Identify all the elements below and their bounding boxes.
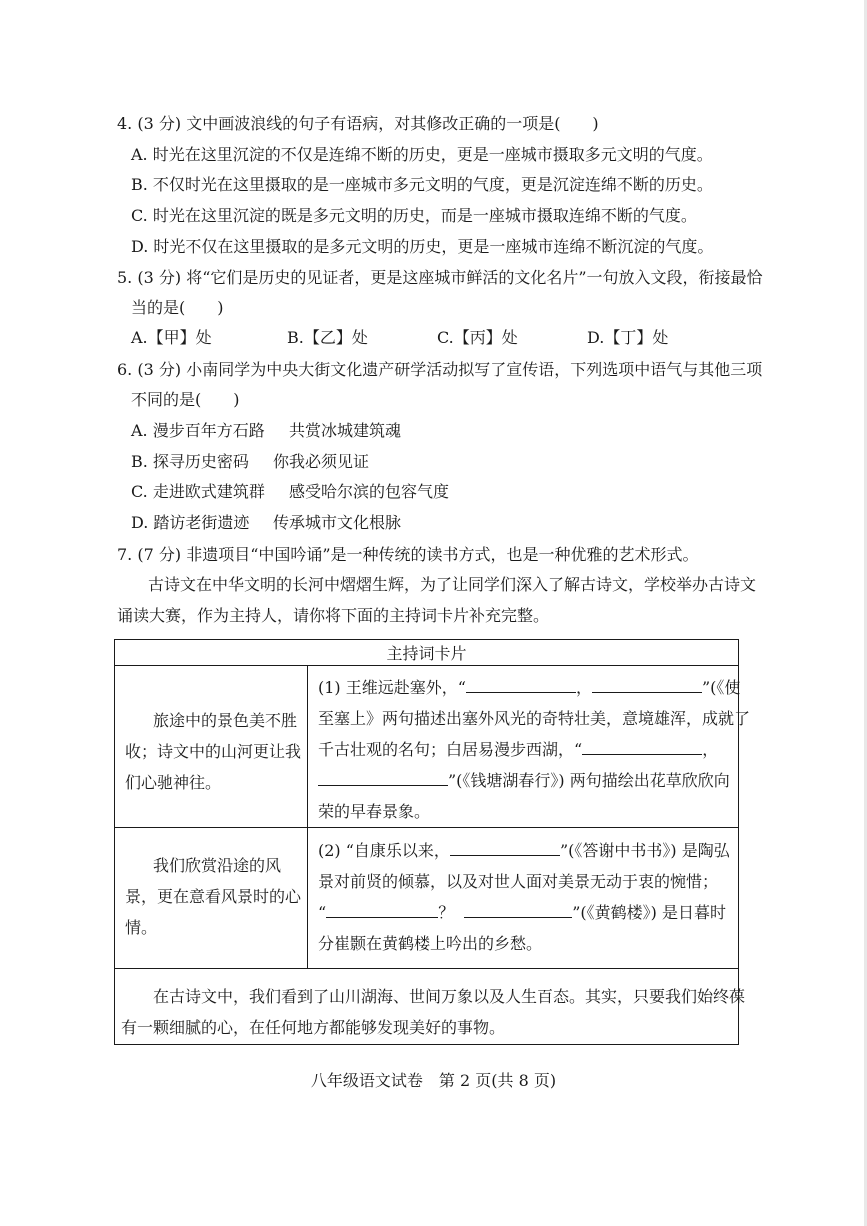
q6-stem-line1: 6. (3 分) 小南同学为中央大街文化遗产研学活动拟写了宣传语，下列选项中语气与其他三项 — [117, 360, 763, 379]
q6-option-a-tail: 共赏冰城建筑魂 — [289, 421, 402, 440]
row1-right-fragment: (1) 王维远赴塞外，“ — [318, 678, 466, 697]
row2-right-fragment: ”(《答谢中书书》) 是陶弘 — [559, 841, 730, 860]
row2-right-fragment: ？ — [438, 903, 455, 922]
q7-intro-line1: 古诗文在中华文明的长河中熠熠生辉，为了让同学们深入了解古诗文，学校举办古诗文 — [148, 575, 757, 594]
q6-stem-line2: 不同的是( ) — [131, 390, 240, 409]
page-footer: 八年级语文试卷 第 2 页(共 8 页) — [310, 1071, 557, 1090]
q6-option-d — [131, 513, 249, 533]
q6-option-c — [131, 482, 265, 502]
answer-blank[interactable] — [318, 771, 448, 786]
q6-option-d-label: D. 踏访老街遗迹 — [131, 513, 250, 532]
row2-right-fragment: ”(《黄鹤楼》) 是日暮时 — [572, 903, 726, 922]
answer-blank[interactable] — [466, 678, 576, 693]
row1-right-line5: 荣的早春景象。 — [318, 802, 431, 821]
row1-right-fragment: ， — [575, 678, 592, 697]
answer-blank[interactable] — [592, 678, 702, 693]
row1-right-text — [318, 672, 751, 827]
q6-option-b-tail: 你我必须见证 — [273, 452, 370, 471]
q6-option-a — [131, 421, 265, 441]
q6-option-b-label: B. 探寻历史密码 — [131, 452, 249, 471]
card-divider — [115, 827, 738, 828]
row1-right-line3 — [318, 734, 736, 765]
row1-right-fragment: ， — [702, 740, 719, 759]
card-title: 主持词卡片 — [386, 644, 467, 663]
q7-intro-line2: 诵读大赛，作为主持人，请你将下面的主持词卡片补充完整。 — [117, 606, 550, 625]
q5-option-c: C.【丙】处 — [437, 328, 518, 347]
row2-right-line2: 景对前贤的倾慕，以及对世人面对美景无动于衷的惋惜； — [318, 872, 719, 891]
card-divider — [115, 665, 738, 666]
q6-option-b — [131, 452, 249, 472]
q6-option-d-tail: 传承城市文化根脉 — [273, 513, 402, 532]
q5-stem-line1: 5. (3 分) 将“它们是历史的见证者，更是这座城市鲜活的文化名片”一句放入文段，衔接最恰 — [117, 268, 763, 287]
row1-right-fragment: 千古壮观的名句；白居易漫步西湖，“ — [318, 740, 583, 759]
row2-right-fragment: “ — [318, 903, 327, 922]
q4-option-c: C. 时光在这里沉淀的既是多元文明的历史，而是一座城市摄取连绵不断的气度。 — [131, 206, 697, 225]
card-divider — [115, 968, 738, 969]
q6-option-c-tail: 感受哈尔滨的包容气度 — [289, 482, 450, 501]
row2-left-line: 我们欣赏沿途的风 — [153, 856, 282, 875]
row2-right-text — [318, 835, 736, 959]
row2-right-line1 — [318, 835, 736, 866]
row1-right-line4 — [318, 765, 736, 796]
row1-right-fragment: ”(《使 — [701, 678, 741, 697]
q5-option-a: A.【甲】处 — [131, 328, 212, 347]
q4-option-b: B. 不仅时光在这里摄取的是一座城市多元文明的气度，更是沉淀连绵不断的历史。 — [131, 175, 713, 194]
row1-left-text — [125, 705, 301, 798]
q4-stem: 4. (3 分) 文中画波浪线的句子有语病，对其修改正确的一项是( ) — [117, 114, 599, 133]
card-closing-line2: 有一颗细腻的心，在任何地方都能够发现美好的事物。 — [121, 1018, 506, 1037]
row1-right-line1 — [318, 672, 741, 703]
answer-blank[interactable] — [582, 740, 702, 755]
card-closing-line1: 在古诗文中，我们看到了山川湖海、世间万象以及人生百态。其实，只要我们始终葆 — [153, 987, 746, 1006]
answer-blank[interactable] — [464, 903, 572, 918]
q4-option-a: A. 时光在这里沉淀的不仅是连绵不断的历史，更是一座城市摄取多元文明的气度。 — [131, 145, 713, 164]
q5-option-b: B.【乙】处 — [287, 328, 368, 347]
row1-left-line: 旅途中的景色美不胜 — [153, 711, 298, 730]
row2-left-text — [125, 850, 301, 943]
row2-left-line: 情。 — [125, 918, 158, 937]
q6-option-c-label: C. 走进欧式建筑群 — [131, 482, 265, 501]
row2-right-fragment: (2) “自康乐以来， — [318, 841, 450, 860]
q5-stem-line2: 当的是( ) — [131, 298, 224, 317]
host-script-card — [114, 639, 751, 1045]
row1-right-fragment: ”(《钱塘湖春行》) 两句描绘出花草欣欣向 — [448, 771, 730, 790]
answer-blank[interactable] — [326, 903, 438, 918]
q6-option-a-label: A. 漫步百年方石路 — [131, 421, 265, 440]
card-closing-text — [121, 981, 746, 1043]
row2-left-line: 景，更在意看风景时的心 — [125, 887, 302, 906]
answer-blank[interactable] — [450, 841, 560, 856]
card-column-divider — [307, 665, 308, 968]
row1-left-line: 收；诗文中的山河更让我 — [125, 742, 302, 761]
row1-left-line: 们心驰神往。 — [125, 773, 222, 792]
q5-option-d: D.【丁】处 — [587, 328, 669, 347]
q4-option-d: D. 时光不仅在这里摄取的是多元文明的历史，更是一座城市连绵不断沉淀的气度。 — [131, 237, 714, 256]
row2-right-line3 — [318, 897, 736, 928]
q7-stem: 7. (7 分) 非遗项目“中国吟诵”是一种传统的读书方式，也是一种优雅的艺术形式。 — [117, 545, 699, 564]
row2-right-line4: 分崔颢在黄鹤楼上吟出的乡愁。 — [318, 934, 543, 953]
row1-right-line2: 至塞上》两句描述出塞外风光的奇特壮美，意境雄浑，成就了 — [318, 709, 751, 728]
